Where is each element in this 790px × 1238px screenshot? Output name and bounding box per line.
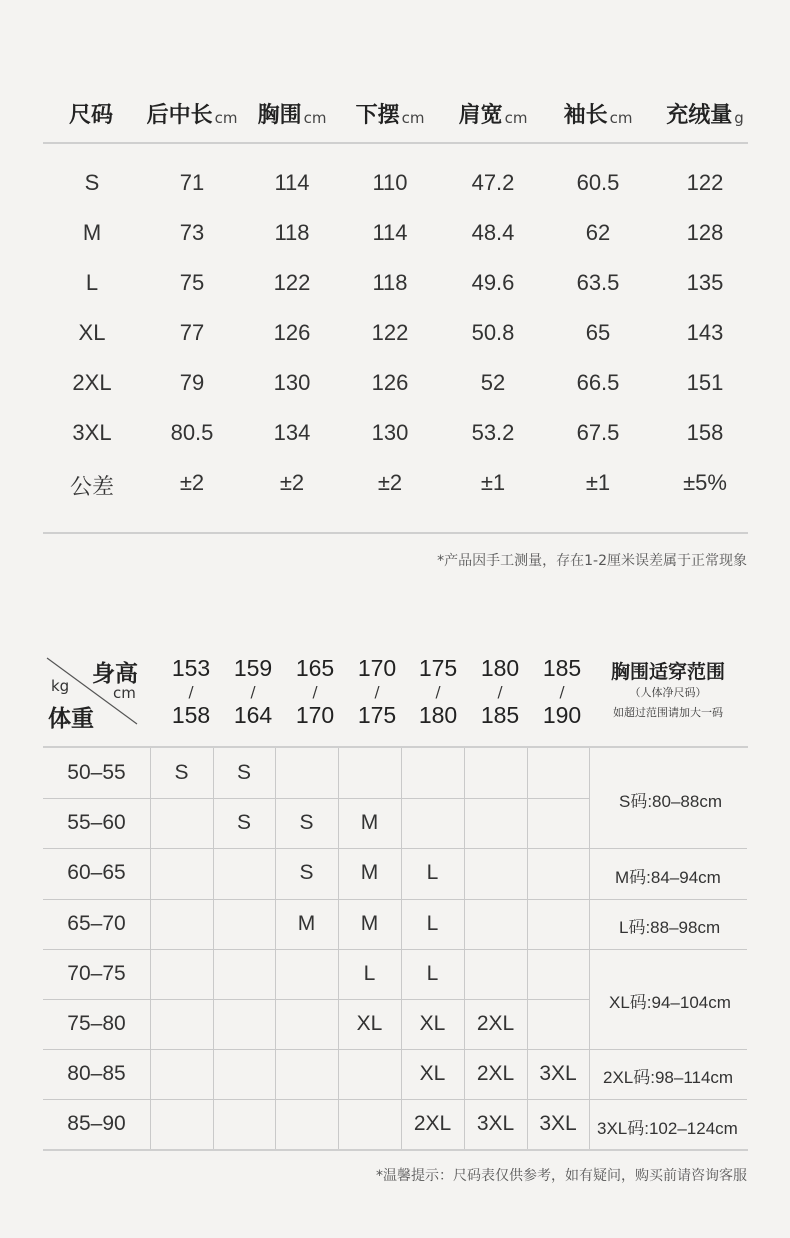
height-range-from: 159: [233, 655, 273, 681]
weight-range-label: 60–65: [67, 861, 126, 885]
spec-cell: 75: [179, 270, 205, 295]
table2-top-border: [43, 746, 748, 748]
grid-row-divider: [43, 1049, 747, 1050]
spec-cell: 79: [179, 370, 205, 395]
column-header-unit: cm: [303, 109, 327, 127]
spec-cell: 122: [371, 320, 409, 345]
chest-range-cell: M码:84–94cm: [615, 867, 721, 887]
spec-cell: 67.5: [576, 420, 620, 445]
header-divider: [43, 142, 748, 144]
column-header-label: 肩宽: [458, 103, 503, 128]
spec-cell: 118: [372, 270, 408, 295]
size-label: XL: [78, 320, 106, 345]
recommended-size-cell: L: [363, 961, 376, 985]
weight-range-label: 80–85: [67, 1062, 126, 1086]
spec-cell: ±1: [480, 470, 506, 495]
size-label: M: [82, 220, 102, 245]
spec-cell: 135: [686, 270, 724, 295]
size-label: 3XL: [72, 420, 112, 445]
grid-row-divider: [43, 848, 747, 849]
height-label: 身高: [92, 661, 138, 687]
recommended-size-cell: 2XL: [476, 1062, 515, 1086]
height-range-separator: /: [250, 683, 256, 701]
chest-range-cell: L码:88–98cm: [619, 917, 721, 937]
spec-cell: 71: [179, 170, 205, 195]
chest-range-cell: XL码:94–104cm: [609, 993, 731, 1012]
recommended-size-cell: 3XL: [539, 1062, 577, 1086]
size-label: 公差: [69, 474, 114, 499]
column-header-label: 充绒量: [666, 103, 733, 128]
spec-cell: 47.2: [471, 170, 515, 195]
height-range-separator: /: [559, 683, 565, 701]
weight-range-label: 70–75: [67, 961, 126, 985]
grid-column-divider: [527, 748, 528, 1150]
chest-header-sub1: （人体净尺码）: [629, 686, 707, 699]
grid-column-divider: [464, 748, 465, 1150]
column-header-4: [444, 95, 542, 129]
spec-cell: 53.2: [471, 420, 515, 445]
spec-cell: 49.6: [471, 270, 515, 295]
column-header-label: 胸围: [257, 103, 302, 128]
height-range-from: 185: [542, 655, 582, 681]
recommended-size-cell: S: [236, 761, 251, 784]
spec-cell: 48.4: [471, 220, 515, 245]
column-header-3: [343, 95, 437, 129]
weight-range-label: 75–80: [67, 1012, 126, 1035]
recommended-size-cell: XL: [356, 1012, 383, 1035]
spec-cell: ±1: [585, 470, 611, 495]
spec-cell: 62: [585, 220, 611, 245]
weight-unit: kg: [51, 677, 70, 695]
grid-column-divider: [589, 748, 590, 1150]
height-range-to: 170: [295, 702, 335, 728]
recommended-size-cell: S: [299, 861, 314, 885]
spec-cell: 114: [372, 220, 408, 245]
height-range-to: 158: [171, 702, 211, 728]
spec-cell: 130: [371, 420, 409, 445]
spec-cell: 60.5: [576, 170, 620, 195]
column-header-1: [137, 95, 247, 129]
grid-row-divider: [43, 798, 589, 799]
spec-cell: 158: [686, 420, 724, 445]
column-header-unit: cm: [609, 109, 633, 127]
height-range-separator: /: [435, 683, 441, 701]
spec-cell: 63.5: [576, 270, 620, 295]
weight-label: 体重: [48, 706, 94, 732]
height-range-from: 170: [357, 655, 397, 681]
column-header-label: 袖长: [563, 103, 608, 128]
size-label: L: [85, 270, 99, 295]
weight-range-label: 55–60: [67, 811, 126, 835]
spec-cell: ±5%: [683, 470, 727, 495]
recommended-size-cell: M: [360, 811, 379, 835]
measurement-note: *产品因手工测量，存在1-2厘米误差属于正常现象: [437, 553, 747, 569]
spec-cell: 73: [179, 220, 205, 245]
column-header-label: 尺码: [68, 103, 113, 128]
chest-range-cell: S码:80–88cm: [619, 792, 722, 812]
height-unit: cm: [113, 684, 136, 702]
spec-cell: 80.5: [170, 420, 214, 445]
column-header-label: 下摆: [355, 103, 400, 128]
chest-header-title: 胸围适穿范围: [610, 661, 725, 683]
spec-cell: 110: [372, 170, 408, 195]
spec-cell: 122: [273, 270, 311, 295]
spec-cell: ±2: [179, 470, 205, 495]
height-range-to: 180: [418, 702, 458, 728]
table-bottom-divider: [43, 532, 748, 534]
spec-cell: 134: [273, 420, 311, 445]
spec-cell: 50.8: [471, 320, 515, 345]
weight-range-label: 85–90: [67, 1112, 126, 1136]
recommended-size-cell: 3XL: [476, 1112, 515, 1136]
grid-row-divider: [43, 1099, 747, 1100]
recommended-size-cell: M: [360, 861, 379, 885]
chest-header-sub2: 如超过范围请加大一码: [613, 706, 723, 719]
column-header-6: [650, 95, 760, 129]
height-range-from: 180: [480, 655, 520, 681]
recommended-size-cell: S: [299, 811, 314, 835]
recommended-size-cell: XL: [419, 1012, 446, 1035]
height-range-to: 190: [542, 702, 582, 728]
recommended-size-cell: M: [297, 911, 316, 935]
weight-range-label: 50–55: [67, 761, 126, 784]
height-range-to: 185: [480, 702, 520, 728]
column-header-2: [244, 95, 340, 129]
size-label: S: [84, 170, 100, 195]
recommended-size-cell: M: [360, 911, 379, 935]
grid-column-divider: [213, 748, 214, 1150]
column-header-unit: cm: [214, 109, 238, 127]
size-tip-note: *温馨提示：尺码表仅供参考，如有疑问，购买前请咨询客服: [376, 1168, 747, 1184]
spec-cell: 122: [686, 170, 724, 195]
recommended-size-cell: XL: [419, 1062, 446, 1086]
table2-bottom-border: [43, 1149, 748, 1151]
spec-cell: 118: [274, 220, 310, 245]
spec-cell: 65: [585, 320, 611, 345]
spec-cell: ±2: [279, 470, 305, 495]
height-range-from: 153: [171, 655, 211, 681]
recommended-size-cell: L: [426, 861, 439, 885]
height-range-separator: /: [374, 683, 380, 701]
column-header-unit: cm: [401, 109, 425, 127]
recommended-size-cell: L: [426, 961, 439, 985]
chest-range-cell: 2XL码:98–114cm: [603, 1068, 734, 1088]
recommended-size-cell: L: [426, 911, 439, 935]
grid-row-divider: [43, 999, 589, 1000]
height-range-separator: /: [312, 683, 318, 701]
height-range-separator: /: [497, 683, 503, 701]
column-header-unit: g: [734, 109, 744, 127]
column-header-0: [52, 95, 132, 129]
height-range-from: 175: [418, 655, 458, 681]
spec-cell: 77: [179, 320, 205, 345]
height-range-to: 175: [357, 702, 397, 728]
recommended-size-cell: 3XL: [539, 1112, 577, 1136]
spec-cell: 114: [274, 170, 310, 195]
spec-cell: 143: [686, 320, 724, 345]
grid-row-divider: [43, 899, 747, 900]
spec-cell: 52: [480, 370, 506, 395]
recommended-size-cell: S: [174, 761, 189, 784]
recommended-size-cell: 2XL: [413, 1112, 452, 1136]
grid-column-divider: [401, 748, 402, 1150]
height-range-separator: /: [188, 683, 194, 701]
spec-cell: ±2: [377, 470, 403, 495]
spec-cell: 130: [273, 370, 311, 395]
spec-cell: 126: [371, 370, 409, 395]
chest-range-cell: 3XL码:102–124cm: [597, 1118, 738, 1138]
column-header-unit: cm: [504, 109, 528, 127]
spec-cell: 151: [686, 370, 724, 395]
column-header-label: 后中长: [146, 103, 213, 128]
grid-column-divider: [338, 748, 339, 1150]
grid-column-divider: [275, 748, 276, 1150]
spec-cell: 126: [273, 320, 311, 345]
column-header-5: [551, 95, 645, 129]
grid-column-divider: [150, 748, 151, 1150]
spec-cell: 128: [686, 220, 724, 245]
weight-range-label: 65–70: [67, 911, 126, 935]
recommended-size-cell: 2XL: [476, 1012, 515, 1035]
grid-row-divider: [43, 949, 747, 950]
height-range-to: 164: [233, 702, 273, 728]
size-label: 2XL: [72, 370, 112, 395]
spec-cell: 66.5: [576, 370, 620, 395]
recommended-size-cell: S: [236, 811, 251, 835]
height-range-from: 165: [295, 655, 335, 681]
